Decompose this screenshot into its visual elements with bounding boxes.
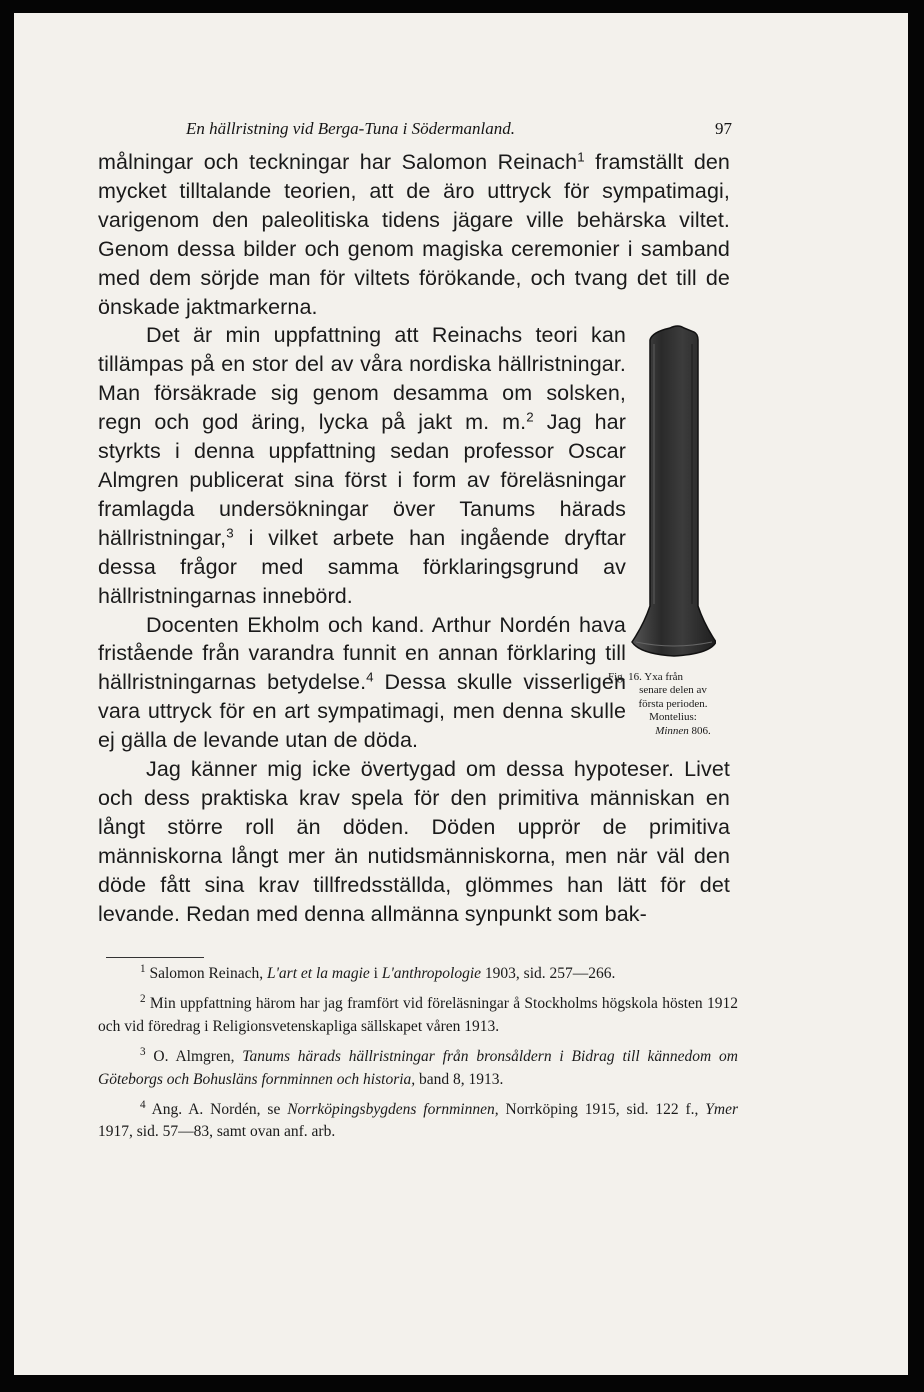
footnote-ref[interactable]: 3: [226, 525, 234, 541]
bronze-axe-illustration: [630, 324, 716, 662]
footnote: $^2$ Min uppfattning härom har jag framfört vid föreläsningar å Stockholms högskola hösten 1912 och vid föredrag i Religionsvetenskapliga sällskapet våren 1913.: [98, 993, 738, 1035]
running-title: En hällristning vid Berga-Tuna i Södermanland.: [186, 119, 515, 138]
book-page: [14, 13, 908, 1375]
paragraph: Det är min uppfattning att Reinachs teori kan tillämpas på en stor del av våra nordiska hällristningar. Man försäkrade sig genom desamma om solsken, regn och god äring, lycka på jakt m. m.$^2$ Jag har styrkts i denna uppfattning sedan professor Oscar Almgren publicerat sina först i form av föreläsningar framlagda undersökningar över Tanums härads hällristningar,$^3$ i vilket arbete han ingående dryftar dessa frågor med samma förklaringsgrund av hällristningarnas innebörd.: [98, 323, 626, 608]
footnote: $^1$ Salomon Reinach, L'art et la magie i L'anthropologie 1903, sid. 257—266.: [140, 962, 616, 982]
page-number: 97: [715, 119, 732, 138]
running-header: [186, 119, 732, 139]
footnote-ref[interactable]: 1: [577, 149, 585, 165]
paragraph: Jag känner mig icke övertygad om dessa hypoteser. Livet och dess praktiska krav spela för den primitiva människan en långt större roll än döden. Döden upprör de primitiva människorna långt mer än nutidsmänniskorna, men när väl den döde fått sina krav tillfredsställda, glömmes han lätt för det levande. Redan med denna allmänna synpunkt som bak-: [98, 757, 730, 926]
footnote-divider: [106, 957, 204, 958]
footnote: $^3$ O. Almgren, Tanums härads hällristningar från bronsåldern i Bidrag till kännedom om Göteborgs och Bohusläns fornminnen och historia, band 8, 1913.: [98, 1046, 739, 1088]
footnote-ref[interactable]: 2: [526, 409, 534, 425]
paragraph: Docenten Ekholm och kand. Arthur Nordén hava fristående från varandra funnit en annan förklaring till hällristningarnas betydelse.$^4$ Dessa skulle visserligen vara uttryck för en art sympatimagi, men denna skulle ej gälla de levande utan de döda.: [98, 612, 626, 753]
axe-icon: [630, 324, 716, 662]
paragraph: målningar och teckningar har Salomon Reinach$^1$ framställt den mycket tilltalande teorien, att de äro uttryck för sympatimagi, varigenom den paleolitiska tidens jägare ville behärska viltet. Genom dessa bilder och genom magiska ceremonier i samband med dem sörjde man för viltets förökande, och tvang det till de önskade jaktmarkerna.: [98, 149, 730, 319]
footnote: $^4$ Ang. A. Nordén, se Norrköpingsbygdens fornminnen, Norrköping 1915, sid. 122 f., Ymer 1917, sid. 57—83, samt ovan anf. arb.: [98, 1098, 739, 1141]
footnotes: [98, 963, 738, 1152]
figure-caption: Fig. 16. Yxa från senare delen av första perioden. Montelius: Minnen 806.: [608, 671, 711, 737]
footnote-ref[interactable]: 4: [366, 669, 374, 685]
